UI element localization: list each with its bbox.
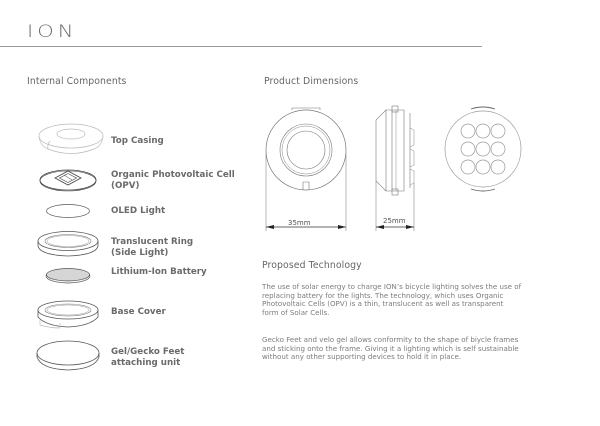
label-line1: Translucent Ring	[111, 237, 194, 247]
component-translucent-ring	[111, 237, 193, 259]
label-line1: Top Casing	[111, 136, 164, 146]
label-line1: Gel/Gecko Feet	[111, 347, 185, 357]
oled-light-icon	[45, 203, 91, 219]
component-base-cover	[111, 307, 166, 318]
label-line1: Base Cover	[111, 307, 166, 317]
para2-line3: without any other supporting devices to hold it in place.	[262, 352, 462, 362]
battery-icon	[44, 266, 92, 286]
ion-logo: ION	[27, 21, 78, 42]
technology-paragraph-2	[262, 336, 587, 362]
base-cover-icon	[36, 300, 100, 330]
back-view-drawing	[445, 103, 525, 193]
label-line2: (Side Light)	[111, 248, 169, 258]
technology-paragraph-1	[262, 283, 587, 317]
top-casing-icon	[36, 122, 106, 158]
label-line1: Lithium-Ion Battery	[111, 267, 207, 277]
proposed-technology-title: Proposed Technology	[262, 260, 362, 271]
translucent-ring-icon	[36, 230, 100, 258]
product-dimensions-title: Product Dimensions	[264, 76, 359, 87]
label-line1: OLED Light	[111, 206, 166, 216]
front-view-drawing	[260, 103, 360, 233]
para1-line2: replacing battery for the lights. The technology, which uses Organic	[262, 290, 504, 300]
gecko-feet-icon	[33, 338, 103, 372]
para2-line2: and sticking onto the frame. Giving it a lighting which is self sustainable	[262, 343, 519, 353]
label-line2: attaching unit	[111, 358, 181, 368]
front-width-label: 35mm	[288, 219, 311, 227]
component-battery	[111, 267, 207, 278]
para1-line3: Photovoltaic Cells (OPV) is a thin, translucent as well as transparent	[262, 299, 504, 309]
component-gecko-feet	[111, 347, 184, 369]
para1-line1: The use of solar energy to charge ION’s bicycle lighting solves the use of	[262, 282, 522, 291]
label-line2: (OPV)	[111, 181, 140, 191]
para1-line4: form of Solar Cells.	[262, 307, 330, 317]
component-top-casing	[111, 136, 164, 147]
label-line1: Organic Photovoltaic Cell	[111, 170, 235, 180]
side-depth-label: 25mm	[383, 217, 406, 225]
side-view-drawing	[372, 103, 432, 233]
para2-line1: Gecko Feet and velo gel allows conformity to the shape of biycle frames	[262, 335, 519, 344]
header-divider	[0, 46, 482, 47]
component-opv	[111, 170, 235, 192]
component-oled-light	[111, 206, 165, 217]
opv-cell-icon	[38, 168, 98, 194]
internal-components-title: Internal Components	[27, 76, 127, 87]
